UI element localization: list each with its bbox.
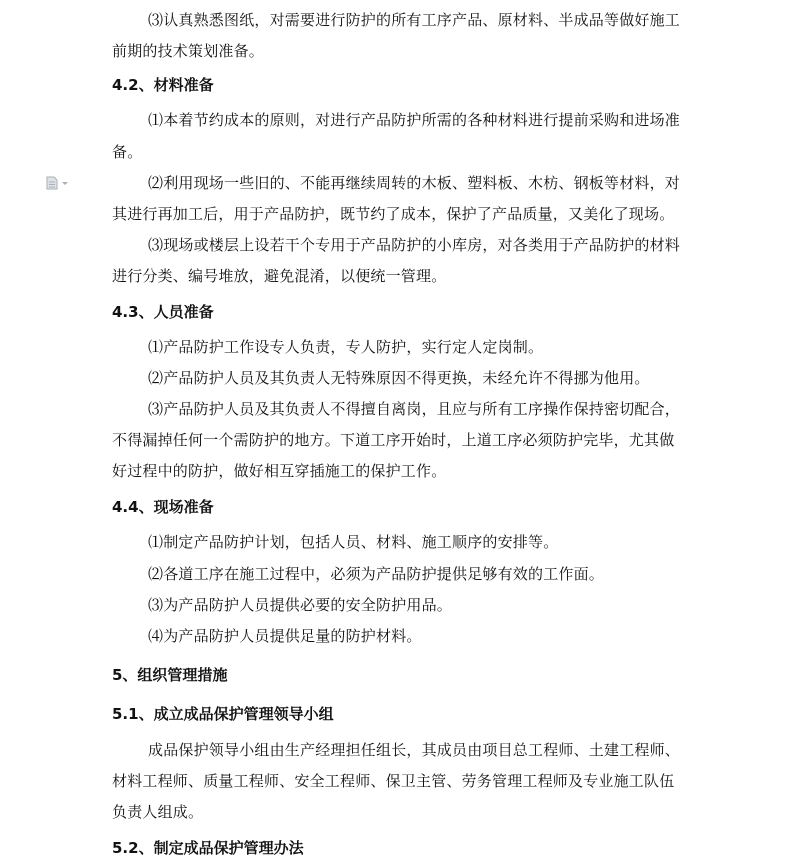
paragraph-line: ⑵各道工序在施工过程中，必须为产品防护提供足够有效的工作面。 xyxy=(148,565,605,583)
paragraph-line: 不得漏掉任何一个需防护的地方。下道工序开始时，上道工序必须防护完毕，尤其做 xyxy=(112,431,675,449)
paragraph-line: ⑴本着节约成本的原则，对进行产品防护所需的各种材料进行提前采购和进场准 xyxy=(148,111,681,129)
paragraph-line: 进行分类、编号堆放，避免混淆，以便统一管理。 xyxy=(112,267,447,285)
paragraph-line: ⑶为产品防护人员提供必要的安全防护用品。 xyxy=(148,596,453,614)
paragraph-line: 材料工程师、质量工程师、安全工程师、保卫主管、劳务管理工程师及专业施工队伍 xyxy=(112,772,675,790)
paragraph-line: 其进行再加工后，用于产品防护，既节约了成本，保护了产品质量，又美化了现场。 xyxy=(112,205,675,223)
paragraph-line: ⑶现场或楼层上设若干个专用于产品防护的小库房，对各类用于产品防护的材料 xyxy=(148,236,681,254)
paragraph-line: ⑴产品防护工作设专人负责，专人防护，实行定人定岗制。 xyxy=(148,338,544,356)
paragraph-line: 成品保护领导小组由生产经理担任组长，其成员由项目总工程师、土建工程师、 xyxy=(148,741,681,759)
paragraph-line: 备。 xyxy=(112,143,143,161)
paragraph-line: ⑶产品防护人员及其负责人不得擅自离岗，且应与所有工序操作保持密切配合， xyxy=(148,400,681,418)
section-heading: 5、组织管理措施 xyxy=(112,666,228,684)
paragraph-line: 负责人组成。 xyxy=(112,803,204,821)
paragraph-line: ⑶认真熟悉图纸，对需要进行防护的所有工序产品、原材料、半成品等做好施工 xyxy=(148,11,681,29)
paragraph-line: ⑴制定产品防护计划，包括人员、材料、施工顺序的安排等。 xyxy=(148,533,559,551)
section-heading: 5.2、制定成品保护管理办法 xyxy=(112,839,304,857)
paragraph-line: ⑵产品防护人员及其负责人无特殊原因不得更换，未经允许不得挪为他用。 xyxy=(148,369,650,387)
section-heading: 4.2、材料准备 xyxy=(112,76,214,94)
paragraph-line: ⑵利用现场一些旧的、不能再继续周转的木板、塑料板、木枋、钢板等材料，对 xyxy=(148,174,681,192)
document-dropdown-icon[interactable] xyxy=(46,175,72,189)
paragraph-line: 好过程中的防护，做好相互穿插施工的保护工作。 xyxy=(112,462,447,480)
section-heading: 5.1、成立成品保护管理领导小组 xyxy=(112,705,334,723)
section-heading: 4.3、人员准备 xyxy=(112,303,214,321)
paragraph-line: ⑷为产品防护人员提供足量的防护材料。 xyxy=(148,627,422,645)
section-heading: 4.4、现场准备 xyxy=(112,498,214,516)
paragraph-line: 前期的技术策划准备。 xyxy=(112,42,265,60)
